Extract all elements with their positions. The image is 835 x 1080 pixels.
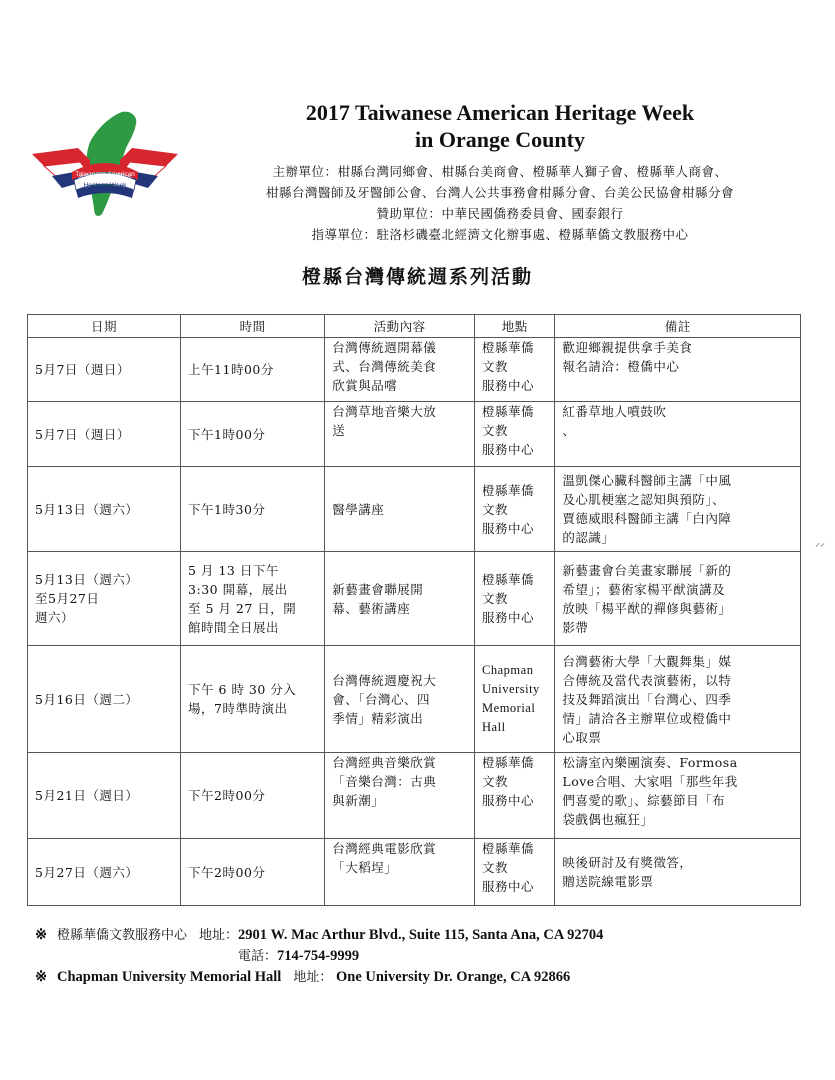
cell-date-line: 5月13日（週六）	[35, 572, 139, 587]
heritage-week-logo	[30, 110, 180, 220]
logo-text-line1: Taiwanese American	[75, 171, 135, 178]
cell-date-line: 5月13日（週六）	[35, 501, 139, 517]
cell-notes	[555, 402, 801, 467]
cell-notes-line: 歡迎鄉親提供拿手美食	[562, 340, 693, 355]
venue1-address-label: 地址：	[199, 928, 239, 943]
schedule-heading: 橙縣台灣傳統週系列活動	[301, 266, 533, 288]
cell-date-line: 5月7日（週日）	[35, 362, 130, 377]
cell-location-line: 文教	[482, 501, 509, 517]
cell-notes-line: 紅番草地人噴鼓吹	[562, 404, 667, 419]
cell-notes-line: 放映「楊平猷的禪修與藝術」	[562, 600, 732, 616]
cell-activity-line: 台灣傳統週開幕儀	[332, 340, 437, 355]
venue2-address-label: 地址：	[293, 970, 333, 985]
cell-notes	[555, 753, 801, 839]
cell-time-line: 下午1時30分	[188, 501, 266, 517]
cell-date-line: 5月21日（週日）	[35, 788, 139, 803]
schedule-table	[27, 314, 801, 906]
table-row	[28, 839, 801, 906]
table-row	[28, 467, 801, 552]
cell-date-line: 5月7日（週日）	[35, 426, 130, 442]
cell-location	[475, 839, 555, 906]
header-activity: 活動內容	[325, 315, 475, 338]
cell-time-line: 5 月 13 日下午	[188, 562, 279, 578]
venue1-address: 2901 W. Mac Arthur Blvd., Suite 115, Santa Ana, CA 92704	[238, 927, 604, 943]
cell-date-line: 5月27日（週六）	[35, 864, 139, 880]
cell-location-line: 文教	[482, 774, 509, 789]
cell-activity-line: 台灣傳統週慶祝大	[332, 672, 437, 688]
cell-activity-line: 與新潮」	[332, 793, 385, 808]
cell-activity-line: 幕、藝術講座	[332, 600, 411, 616]
cell-notes-line: 的認識」	[562, 530, 615, 545]
cell-location	[475, 467, 555, 552]
cell-notes-line: 技及舞蹈演出「台灣心、四季	[562, 691, 732, 707]
page-title-line2: in Orange County	[415, 127, 585, 152]
cell-activity	[325, 338, 475, 402]
cell-location-line: 橙縣華僑	[482, 755, 535, 770]
cell-date	[28, 646, 181, 753]
cell-activity-line: 「大稻埕」	[332, 860, 398, 875]
cell-notes-line: 報名請洽：橙僑中心	[562, 359, 680, 374]
cell-notes-line: 溫凱傑心臟科醫師主講「中風	[562, 473, 732, 488]
cell-location-line: 文教	[482, 359, 509, 374]
cell-activity	[325, 646, 475, 753]
cell-activity	[325, 467, 475, 552]
cell-location-line: 服務中心	[482, 879, 535, 894]
cell-notes-line: 心取票	[562, 729, 602, 745]
cell-notes	[555, 552, 801, 646]
cell-activity	[325, 839, 475, 906]
cell-date-line: 週六）	[35, 610, 75, 625]
cell-notes-line: 影帶	[562, 619, 589, 635]
logo-text-line2: Heritage Week	[83, 182, 127, 189]
cell-time	[181, 467, 325, 552]
cell-notes-line: 賈德威眼科醫師主講「白內障	[562, 511, 732, 526]
cell-notes-line: 合傳統及當代表演藝術，以特	[562, 672, 732, 688]
cell-date	[28, 552, 181, 646]
cell-activity-line: 送	[332, 423, 346, 438]
cell-location	[475, 646, 555, 753]
cell-notes	[555, 467, 801, 552]
cell-location-line: 服務中心	[482, 378, 535, 393]
cell-time	[181, 402, 325, 467]
cell-notes-line: 台灣藝術大學「大觀舞集」媒	[562, 653, 732, 669]
sponsors: 贊助單位：中華民國僑務委員會、國泰銀行	[376, 206, 624, 221]
page-title: 2017 Taiwanese American Heritage Week	[305, 100, 695, 125]
cell-notes-line: 、	[562, 423, 576, 438]
footer-venue2	[35, 967, 570, 988]
cell-location-line: 服務中心	[482, 442, 535, 457]
cell-notes	[555, 338, 801, 402]
cell-notes-line: 情」請洽各主辦單位或橙僑中	[562, 710, 732, 726]
cell-location-line: 橙縣華僑	[482, 404, 535, 419]
cell-time-line: 場，7時準時演出	[188, 701, 288, 716]
cell-notes-line: 希望」；藝術家楊平猷演講及	[562, 581, 726, 597]
table-row	[28, 402, 801, 467]
cell-activity-line: 季情」精彩演出	[332, 710, 424, 726]
reference-mark: ※	[35, 927, 48, 943]
cell-activity-line: 台灣經典電影欣賞	[332, 841, 437, 856]
organizers-line1: 主辦單位：柑縣台灣同鄉會、柑縣台美商會、橙縣華人獅子會、橙縣華人商會、	[272, 164, 728, 179]
cell-time	[181, 338, 325, 402]
cell-location-line: University	[482, 682, 540, 696]
guidance-units: 指導單位：駐洛杉磯臺北經濟文化辦事處、橙縣華僑文教服務中心	[311, 227, 689, 242]
cell-time	[181, 753, 325, 839]
cell-location-line: 服務中心	[482, 520, 535, 536]
cell-time-line: 3:30 開幕，展出	[188, 581, 288, 597]
cell-notes-line: 及心肌梗塞之認知與預防」、	[562, 492, 726, 507]
cell-date	[28, 467, 181, 552]
venue2-name: Chapman University Memorial Hall	[57, 969, 282, 985]
cell-time-line: 下午2時00分	[188, 864, 266, 880]
reference-mark-2: ※	[35, 969, 48, 985]
cell-activity-line: 台灣經典音樂欣賞	[332, 755, 437, 770]
table-row	[28, 646, 801, 753]
venue2-address: One University Dr. Orange, CA 92866	[335, 969, 571, 985]
cell-time	[181, 552, 325, 646]
cell-activity	[325, 753, 475, 839]
cell-activity-line: 「音樂台灣：古典	[332, 774, 437, 789]
cell-location-line: 文教	[482, 860, 509, 875]
footer-venue1-phone	[238, 946, 359, 967]
header-date: 日期	[28, 315, 181, 338]
cell-notes-line: 新藝畫會台美畫家聯展「新的	[562, 562, 732, 578]
cell-location-line: 橙縣華僑	[482, 482, 535, 498]
cell-location	[475, 753, 555, 839]
cell-notes	[555, 839, 801, 906]
cell-notes-line: 映後研討及有獎徵答，	[562, 855, 693, 870]
cell-date	[28, 753, 181, 839]
cell-activity-line: 醫學講座	[332, 501, 385, 517]
cell-time-line: 上午11時00分	[188, 362, 274, 377]
cell-location-line: 文教	[482, 591, 509, 606]
cell-date	[28, 402, 181, 467]
cell-location-line: 服務中心	[482, 793, 535, 808]
table-row	[28, 552, 801, 646]
cell-activity-line: 會、「台灣心、四	[332, 691, 431, 707]
cell-notes-line: 們喜愛的歌」、綜藝節目「布	[562, 793, 726, 808]
cell-date-line: 至5月27日	[35, 591, 100, 606]
cell-time	[181, 839, 325, 906]
cell-activity-line: 欣賞與品嚐	[332, 378, 398, 393]
venue1-name: 橙縣華僑文教服務中心	[57, 928, 188, 943]
cell-date	[28, 338, 181, 402]
cell-activity-line: 台灣草地音樂大放	[332, 404, 437, 419]
cell-location-line: 橙縣華僑	[482, 841, 535, 856]
cell-time-line: 館時間全日展出	[188, 619, 280, 635]
cell-time-line: 下午2時00分	[188, 788, 266, 803]
stray-mark: ⸝⸝	[815, 538, 825, 549]
table-row	[28, 338, 801, 402]
organizers-line2: 柑縣台灣醫師及牙醫師公會、台灣人公共事務會柑縣分會、台美公民協會柑縣分會	[265, 185, 734, 200]
cell-notes-line: 贈送院線電影票	[562, 874, 654, 889]
cell-location-line: 橙縣華僑	[482, 572, 535, 587]
cell-location	[475, 338, 555, 402]
footer-venue1	[35, 925, 603, 946]
header-notes: 備註	[555, 315, 801, 338]
cell-location-line: Hall	[482, 720, 506, 734]
table-row	[28, 753, 801, 839]
cell-activity	[325, 402, 475, 467]
cell-time	[181, 646, 325, 753]
cell-date-line: 5月16日（週二）	[35, 691, 139, 707]
phone-label: 電話：	[238, 949, 278, 964]
cell-location	[475, 552, 555, 646]
cell-location-line: Chapman	[482, 663, 534, 677]
cell-time-line: 下午1時00分	[188, 426, 266, 442]
cell-date	[28, 839, 181, 906]
cell-notes	[555, 646, 801, 753]
cell-location-line: 橙縣華僑	[482, 340, 535, 355]
cell-time-line: 至 5 月 27 日，開	[188, 600, 297, 616]
cell-location-line: Memorial	[482, 701, 536, 715]
cell-notes-line: 松濤室內樂團演奏、Formosa	[562, 755, 738, 770]
cell-notes-line: 袋戲偶也瘋狂」	[562, 812, 654, 827]
cell-location-line: 文教	[482, 423, 509, 438]
cell-time-line: 下午 6 時 30 分入	[188, 682, 297, 697]
header-location: 地點	[475, 315, 555, 338]
cell-location	[475, 402, 555, 467]
header-time: 時間	[181, 315, 325, 338]
cell-notes-line: Love合唱、大家唱「那些年我	[562, 774, 738, 789]
table-header-row	[28, 315, 801, 338]
cell-location-line: 服務中心	[482, 610, 535, 625]
cell-activity-line: 式、台灣傳統美食	[332, 359, 437, 374]
cell-activity-line: 新藝畫會聯展開	[332, 581, 424, 597]
venue1-phone: 714-754-9999	[277, 948, 360, 964]
cell-activity	[325, 552, 475, 646]
